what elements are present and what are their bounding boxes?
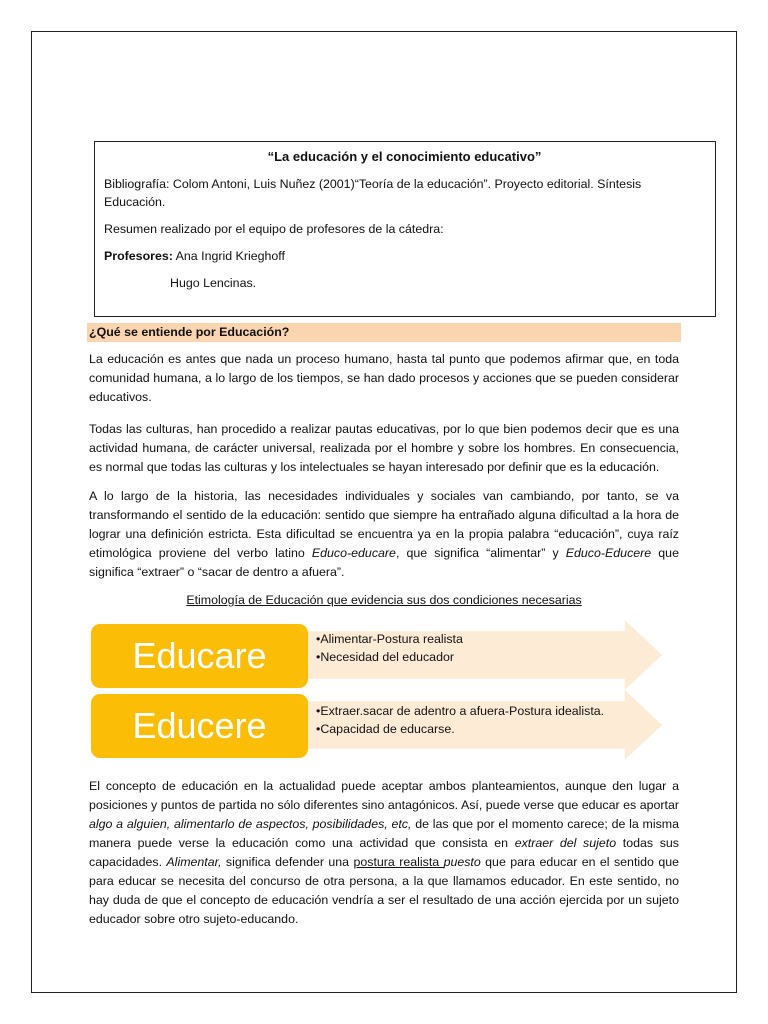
document-title: “La educación y el conocimiento educativo” [267, 149, 542, 164]
professor-1: Ana Ingrid Krieghoff [172, 249, 285, 263]
header-box [94, 141, 716, 317]
educare-box: Educare [91, 624, 308, 688]
educare-bullets [316, 630, 463, 666]
professor-2: Hugo Lencinas. [170, 276, 257, 290]
educare-bullet-1: •Alimentar-Postura realista [316, 632, 463, 646]
diagram-title: Etimología de Educación que evidencia sus dos condiciones necesarias [186, 593, 582, 607]
paragraph-1: La educación es antes que nada un proceso humano, hasta tal punto que podemos afirmar que, en toda comunidad humana, a lo largo de los tiempos, se han dado procesos y acciones que se pueden considerar educativos. [89, 352, 679, 404]
educere-bullets [316, 702, 604, 738]
section-heading: ¿Qué se entiende por Educación? [87, 323, 681, 342]
professors-line [104, 247, 705, 265]
bibliography-text: Bibliografía: Colom Antoni, Luis Nuñez (2001)“Teoría de la educación”. Proyecto editorial. Síntesis Educación. [104, 177, 642, 209]
summary-text: Resumen realizado por el equipo de profesores de la cátedra: [104, 222, 444, 236]
paragraph-3: A lo largo de la historia, las necesidades individuales y sociales van cambiando, por tanto, se va transformando el sentido de la educación: sentido que siempre ha entrañado alguna dificultad a la hora de lograr una definición estricta. Esta dificultad se encuentra ya en la propia palabra “educación”, cuya raíz etimológica proviene del verbo latino Educo-educare, que significa “alimentar” y Educo-Educere que significa “extraer” o “sacar de dentro a afuera”. [89, 489, 679, 579]
educere-box: Educere [91, 694, 308, 758]
educere-bullet-2: •Capacidad de educarse. [316, 722, 455, 736]
educare-bullet-2: •Necesidad del educador [316, 650, 454, 664]
paragraph-4: El concepto de educación en la actualidad puede aceptar ambos planteamientos, aunque den lugar a posiciones y puntos de partida no sólo diferentes sino antagónicos. Así, puede verse que educar es aportar algo a alguien, alimentarlo de aspectos, posibilidades, etc, de las que por el momento carece; de la misma manera puede verse la educación como una actividad que consista en extraer del sujeto todas sus capacidades. Alimentar, significa defender una postura realista puesto que para educar en el sentido que para educar se necesita del concurso de otra persona, a la que llamamos educador. En este sentido, no hay duda de que el concepto de educación vendría a ser el resultado de una acción ejercida por un sujeto educador sobre otro sujeto-educando. [89, 779, 679, 926]
professors-label: Profesores: [104, 249, 173, 263]
educere-bullet-1: •Extraer.sacar de adentro a afuera-Postura idealista. [316, 704, 605, 718]
paragraph-2: Todas las culturas, han procedido a realizar pautas educativas, por lo que bien podemos decir que es una actividad humana, de carácter universal, realizada por el hombre y sobre los hombres. En consecuencia, es normal que todas las culturas y los intelectuales se hayan interesado por definir que es la educación. [89, 422, 679, 474]
